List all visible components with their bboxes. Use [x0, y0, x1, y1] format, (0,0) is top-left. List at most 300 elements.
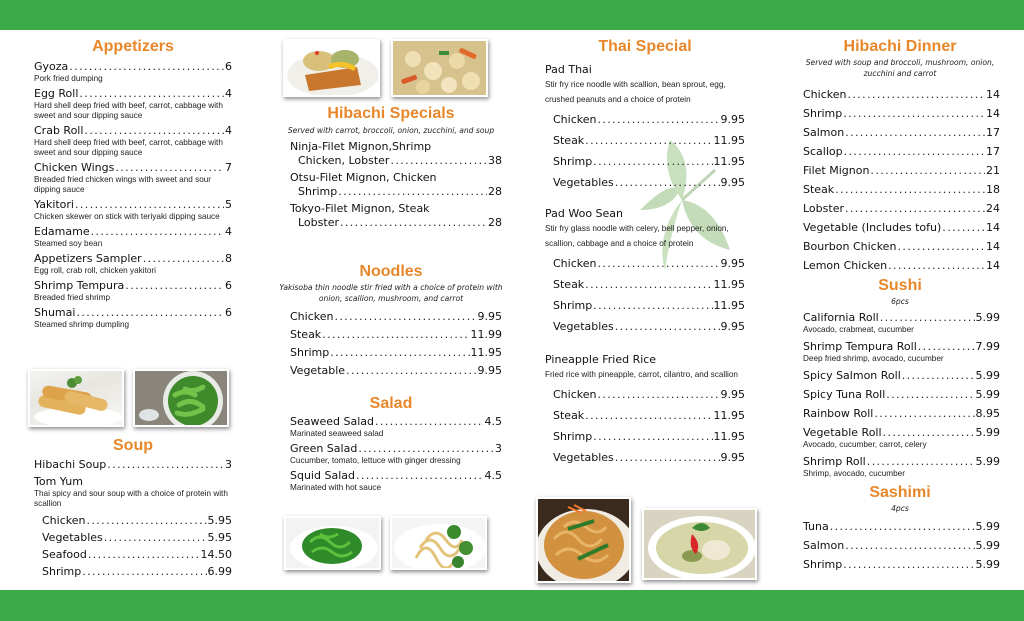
sashimi-pieces-note: 4pcs: [891, 504, 909, 513]
item-price: 5.99: [975, 369, 1000, 382]
item-name: Salmon: [803, 539, 845, 552]
item-name-line1: Tokyo-Filet Mignon, Steak: [290, 202, 430, 215]
spring-rolls-illustration: [30, 371, 124, 427]
option-item: [553, 151, 745, 172]
option-item: [553, 405, 745, 426]
item-name-line2: Chicken, Lobster: [298, 154, 390, 167]
item-name: Vegetable: [290, 364, 346, 377]
item-name: Shrimp: [553, 155, 593, 168]
pad-thai-illustration: [538, 499, 631, 583]
seaweed-salad-photo: [284, 516, 381, 570]
item-price: 4.5: [484, 415, 502, 428]
item-name-line1: Otsu-Filet Mignon, Chicken: [290, 171, 437, 184]
item-price: 8: [225, 252, 232, 265]
item-price: 5.99: [975, 520, 1000, 533]
hibachi-stir-fry-photo: [391, 39, 488, 97]
item-description: Breaded fried shrimp: [34, 293, 110, 302]
item-name: Bourbon Chicken: [803, 240, 897, 253]
item-name: Shumai: [34, 306, 76, 319]
dot-leader: [86, 512, 206, 529]
option-item: [553, 384, 745, 405]
item-price: 5.99: [975, 426, 1000, 439]
dot-leader: [330, 344, 469, 362]
item-price: 14: [986, 259, 1000, 272]
menu-item: [34, 198, 232, 222]
item-name: Scallop: [803, 145, 843, 158]
item-description: Hard shell deep fried with beef, carrot, cabbage with sweet and sour dipping sauce: [34, 101, 223, 120]
sashimi-section: [800, 483, 1000, 574]
dot-leader: [593, 295, 712, 316]
option-item: [553, 274, 745, 295]
dot-leader: [615, 447, 720, 468]
item-price: 3: [495, 442, 502, 455]
menu-item: [803, 369, 1000, 383]
item-name: Steak: [553, 134, 585, 147]
sashimi-list: [800, 517, 1000, 574]
item-price: 11.95: [713, 409, 745, 422]
menu-item: [803, 218, 1000, 237]
item-price: 4: [225, 87, 232, 100]
noodles-list: [280, 308, 502, 380]
item-description: Marinated with hot sauce: [290, 483, 382, 492]
item-price: 4: [225, 225, 232, 238]
edamame-illustration: [135, 371, 229, 427]
item-price: 11.95: [470, 346, 502, 359]
item-name: Spicy Salmon Roll: [803, 369, 901, 382]
dot-leader: [358, 442, 494, 456]
item-price: 38: [488, 154, 502, 167]
item-price: 24: [986, 202, 1000, 215]
dot-leader: [346, 362, 476, 380]
menu-item: [803, 407, 1000, 421]
dot-leader: [125, 279, 224, 293]
item-name: Crab Roll: [34, 124, 84, 137]
menu-item: [803, 123, 1000, 142]
hibachi-dinner-list: [800, 85, 1000, 275]
dot-leader: [874, 407, 974, 421]
dot-leader: [847, 85, 985, 104]
item-name: Tuna: [803, 520, 829, 533]
dot-leader: [390, 154, 487, 168]
option-item: [553, 447, 745, 468]
menu-item: [803, 180, 1000, 199]
option-item: [553, 172, 745, 193]
item-price: 11.95: [713, 155, 745, 168]
seaweed-salad-illustration: [286, 518, 381, 570]
menu-item: [290, 362, 502, 380]
item-name: Vegetables: [553, 176, 614, 189]
option-item: [42, 546, 232, 563]
item-price: 4.5: [484, 469, 502, 482]
item-price: 28: [488, 185, 502, 198]
dish-name: Pineapple Fried Rice: [545, 353, 657, 366]
item-price: 18: [986, 183, 1000, 196]
tom-yum-options: [34, 512, 232, 580]
menu-item: [803, 388, 1000, 402]
thai-dish: [545, 353, 745, 468]
item-price: 9.95: [720, 257, 745, 270]
menu-item: [803, 142, 1000, 161]
item-price: 5.95: [207, 531, 232, 544]
item-name: Hibachi Soup: [34, 458, 107, 471]
menu-item: [34, 124, 232, 158]
dot-leader: [79, 87, 224, 101]
item-name: Chicken: [290, 310, 334, 323]
item-name-line2: Lobster: [298, 216, 339, 229]
dot-leader: [143, 252, 224, 266]
dot-leader: [585, 405, 712, 426]
dot-leader: [338, 185, 487, 199]
dot-leader: [845, 123, 985, 142]
dot-leader: [835, 180, 985, 199]
item-price: 5: [225, 198, 232, 211]
salad-list: [280, 415, 502, 493]
item-price: 7.99: [975, 340, 1000, 353]
menu-item: [803, 237, 1000, 256]
item-name: Shrimp: [803, 558, 843, 571]
item-name: Vegetable (Includes tofu): [803, 221, 942, 234]
option-item: [553, 109, 745, 130]
item-description: Chicken skewer on stick with teriyaki dipping sauce: [34, 212, 220, 221]
menu-item: [803, 85, 1000, 104]
dot-leader: [897, 237, 985, 256]
dot-leader: [867, 455, 975, 469]
option-item: [42, 529, 232, 546]
item-name: Seafood: [42, 548, 87, 561]
item-price: 14: [986, 107, 1000, 120]
salad-heading: Salad: [369, 395, 413, 412]
item-description: Avocado, cucumber, carrot, celery: [803, 440, 927, 449]
item-price: 17: [986, 126, 1000, 139]
dish-description: Stir fry rice noodle with scallion, bean sprout, egg, crushed peanuts and a choice of protein: [545, 80, 726, 104]
item-price: 5.99: [975, 388, 1000, 401]
soup-section: [34, 436, 232, 580]
tom-yum-description: Thai spicy and sour soup with a choice of protein with scallion: [34, 489, 228, 508]
top-green-bar: [0, 0, 1024, 30]
item-description: Steamed shrimp dumpling: [34, 320, 130, 329]
noodles-heading: Noodles: [359, 263, 423, 280]
menu-item: [803, 161, 1000, 180]
dot-leader: [82, 563, 206, 580]
item-name: Steak: [803, 183, 835, 196]
item-name: Squid Salad: [290, 469, 355, 482]
menu-item: [34, 279, 232, 303]
item-price: 5.99: [975, 455, 1000, 468]
dish-name: Pad Woo Sean: [545, 207, 624, 220]
item-price: 11.95: [713, 299, 745, 312]
dot-leader: [597, 384, 719, 405]
dish-description: Stir fry glass noodle with celery, bell pepper, onion, scallion, cabbage and a choice of protein: [545, 224, 729, 248]
menu-item: [34, 60, 232, 84]
item-description: Steamed soy bean: [34, 239, 103, 248]
dot-leader: [843, 555, 974, 574]
item-name: Seaweed Salad: [290, 415, 375, 428]
item-name: Shrimp: [553, 430, 593, 443]
item-price: 17: [986, 145, 1000, 158]
item-description: Deep fried shrimp, avocado, cucumber: [803, 354, 944, 363]
item-name: Chicken Wings: [34, 161, 115, 174]
option-item: [553, 316, 745, 337]
menu-item: [34, 87, 232, 121]
item-price: 14: [986, 221, 1000, 234]
item-name: Spicy Tuna Roll: [803, 388, 886, 401]
item-name: Green Salad: [290, 442, 358, 455]
menu-item: [803, 199, 1000, 218]
item-name: Chicken: [803, 88, 847, 101]
menu-item: [803, 311, 1000, 335]
sushi-list: [800, 311, 1000, 479]
item-price: 6: [225, 60, 232, 73]
dot-leader: [942, 218, 985, 237]
dot-leader: [585, 274, 712, 295]
menu-item: [34, 306, 232, 330]
dot-leader: [845, 536, 974, 555]
menu-item: [803, 426, 1000, 450]
menu-item: [290, 469, 502, 493]
menu-item: [803, 555, 1000, 574]
item-name: Lemon Chicken: [803, 259, 888, 272]
menu-item: [803, 340, 1000, 364]
menu-item: [290, 171, 502, 199]
item-name: Shrimp: [290, 346, 330, 359]
menu-item: [34, 225, 232, 249]
dot-leader: [880, 311, 975, 325]
item-price: 4: [225, 124, 232, 137]
dot-leader: [886, 388, 974, 402]
noodles-illustration: [392, 518, 487, 570]
green-curry-illustration: [644, 510, 757, 580]
menu-item: [290, 415, 502, 439]
menu-item: [803, 536, 1000, 555]
item-price: 6: [225, 306, 232, 319]
item-name: Vegetables: [553, 320, 614, 333]
menu-item: [803, 455, 1000, 479]
item-name: Shrimp Tempura: [34, 279, 125, 292]
dot-leader: [902, 369, 975, 383]
appetizers-list: [34, 60, 232, 330]
dot-leader: [844, 142, 985, 161]
dot-leader: [593, 151, 712, 172]
item-name: Steak: [553, 409, 585, 422]
option-item: [553, 253, 745, 274]
menu-item: [34, 458, 232, 472]
item-price: 9.95: [477, 310, 502, 323]
dot-leader: [334, 308, 476, 326]
item-price: 14: [986, 88, 1000, 101]
item-description: Egg roll, crab roll, chicken yakitori: [34, 266, 156, 275]
appetizers-heading: Appetizers: [92, 38, 174, 55]
item-name: California Roll: [803, 311, 879, 324]
menu-item: [803, 256, 1000, 275]
noodles-note: Yakisoba thin noodle stir fried with a choice of protein with onion, scallion, mushroom, and carrot: [279, 283, 503, 303]
salad-section: [280, 394, 502, 621]
dot-leader: [597, 109, 719, 130]
noodles-photo: [390, 516, 487, 570]
dot-leader: [883, 426, 975, 440]
item-name: Appetizers Sampler: [34, 252, 142, 265]
dot-leader: [107, 458, 224, 472]
dot-leader: [918, 340, 975, 354]
item-name: Chicken: [42, 514, 86, 527]
dish-name: Pad Thai: [545, 63, 592, 76]
dot-leader: [84, 124, 224, 138]
menu-item: [34, 161, 232, 195]
item-price: 11.99: [470, 328, 502, 341]
thai-dish: [545, 207, 745, 337]
item-name: Shrimp: [553, 299, 593, 312]
item-price: 28: [488, 216, 502, 229]
item-price: 9.95: [720, 320, 745, 333]
item-name: Shrimp Tempura Roll: [803, 340, 917, 353]
hibachi-dinner-sushi-panel: [800, 30, 1000, 590]
menu-item: [290, 442, 502, 466]
dot-leader: [356, 469, 484, 483]
bottom-green-bar: [0, 590, 1024, 621]
item-price: 9.95: [720, 113, 745, 126]
dish-description: Fried rice with pineapple, carrot, cilantro, and scallion: [545, 370, 738, 379]
dish-options: [545, 253, 745, 337]
item-name: Gyoza: [34, 60, 69, 73]
option-item: [553, 130, 745, 151]
green-curry-photo: [642, 508, 757, 580]
option-item: [42, 512, 232, 529]
dot-leader: [69, 60, 224, 74]
dot-leader: [585, 130, 712, 151]
menu-item: [290, 326, 502, 344]
item-name: Shrimp Roll: [803, 455, 866, 468]
menu-item: [290, 308, 502, 326]
item-price: 5.95: [207, 514, 232, 527]
item-price: 14.50: [200, 548, 232, 561]
item-price: 11.95: [713, 134, 745, 147]
tom-yum-name: Tom Yum: [34, 475, 83, 488]
item-name: Shrimp: [803, 107, 843, 120]
item-name: Shrimp: [42, 565, 82, 578]
item-price: 9.95: [477, 364, 502, 377]
item-name: Chicken: [553, 257, 597, 270]
dot-leader: [597, 253, 719, 274]
menu-item: [290, 140, 502, 168]
item-price: 9.95: [720, 451, 745, 464]
pad-thai-photo: [536, 497, 631, 583]
dot-leader: [75, 198, 224, 212]
dot-leader: [830, 517, 975, 536]
menu-item: [803, 104, 1000, 123]
stir-fry-illustration: [393, 41, 488, 97]
item-name: Filet Mignon: [803, 164, 870, 177]
item-price: 5.99: [975, 539, 1000, 552]
dot-leader: [870, 161, 985, 180]
item-price: 11.95: [713, 430, 745, 443]
item-price: 21: [986, 164, 1000, 177]
thai-dish: [545, 63, 745, 193]
dish-options: [545, 384, 745, 468]
item-name: Yakitori: [34, 198, 74, 211]
spring-rolls-photo: [28, 369, 124, 427]
item-name: Vegetables: [42, 531, 103, 544]
item-price: 11.95: [713, 278, 745, 291]
hibachi-specials-heading: Hibachi Specials: [327, 105, 455, 122]
dot-leader: [340, 216, 487, 230]
dot-leader: [115, 161, 224, 175]
dot-leader: [322, 326, 469, 344]
hibachi-plate-illustration: [285, 41, 380, 97]
item-price: 7: [225, 161, 232, 174]
item-name: Egg Roll: [34, 87, 79, 100]
sushi-heading: Sushi: [878, 277, 922, 294]
item-name-line2: Shrimp: [298, 185, 338, 198]
soup-heading: Soup: [113, 437, 153, 454]
menu-item: [34, 252, 232, 276]
dot-leader: [888, 256, 985, 275]
item-price: 3: [225, 458, 232, 471]
item-description: Hard shell deep fried with beef, carrot, cabbage with sweet and sour dipping sauce: [34, 138, 223, 157]
dot-leader: [91, 225, 224, 239]
menu-item: [803, 517, 1000, 536]
hibachi-specials-note: Served with carrot, broccoli, onion, zucchini, and soup: [287, 126, 495, 135]
item-price: 5.99: [975, 311, 1000, 324]
option-item: [553, 295, 745, 316]
dot-leader: [593, 426, 712, 447]
item-name: Steak: [553, 278, 585, 291]
dot-leader: [375, 415, 483, 429]
item-price: 5.99: [975, 558, 1000, 571]
dish-options: [545, 109, 745, 193]
item-name: Chicken: [553, 113, 597, 126]
item-description: Shrimp, avocado, cucumber: [803, 469, 905, 478]
dot-leader: [843, 104, 985, 123]
dot-leader: [104, 529, 207, 546]
item-name: Vegetables: [553, 451, 614, 464]
item-price: 9.95: [720, 388, 745, 401]
item-name: Edamame: [34, 225, 90, 238]
item-description: Marinated seaweed salad: [290, 429, 384, 438]
dot-leader: [845, 199, 985, 218]
dot-leader: [76, 306, 224, 320]
item-price: 6: [225, 279, 232, 292]
item-price: 14: [986, 240, 1000, 253]
item-price: 8.95: [975, 407, 1000, 420]
sushi-section: [800, 276, 1000, 479]
menu-item: [290, 344, 502, 362]
menu-item: [290, 202, 502, 230]
option-item: [42, 563, 232, 580]
item-price: 9.95: [720, 176, 745, 189]
hibachi-specials-list: [280, 140, 502, 230]
item-name: Salmon: [803, 126, 845, 139]
sushi-pieces-note: 6pcs: [891, 297, 909, 306]
edamame-photo: [133, 369, 229, 427]
item-description: Cucumber, tomato, lettuce with ginger dressing: [290, 456, 461, 465]
dot-leader: [615, 172, 720, 193]
sashimi-heading: Sashimi: [869, 484, 931, 501]
hibachi-chicken-plate-photo: [283, 39, 380, 97]
dot-leader: [88, 546, 200, 563]
item-name: Rainbow Roll: [803, 407, 874, 420]
item-name: Vegetable Roll: [803, 426, 882, 439]
item-description: Pork fried dumping: [34, 74, 103, 83]
item-name: Steak: [290, 328, 322, 341]
item-description: Avocado, crabmeat, cucumber: [803, 325, 914, 334]
item-name: Chicken: [553, 388, 597, 401]
item-name-line1: Ninja-Filet Mignon,Shrimp: [290, 140, 432, 153]
hibachi-dinner-heading: Hibachi Dinner: [843, 38, 957, 55]
hibachi-dinner-note: Served with soup and broccoli, mushroom, onion, zucchini and carrot: [805, 58, 995, 78]
option-item: [553, 426, 745, 447]
item-name: Lobster: [803, 202, 844, 215]
thai-special-heading: Thai Special: [598, 38, 692, 55]
dot-leader: [615, 316, 720, 337]
